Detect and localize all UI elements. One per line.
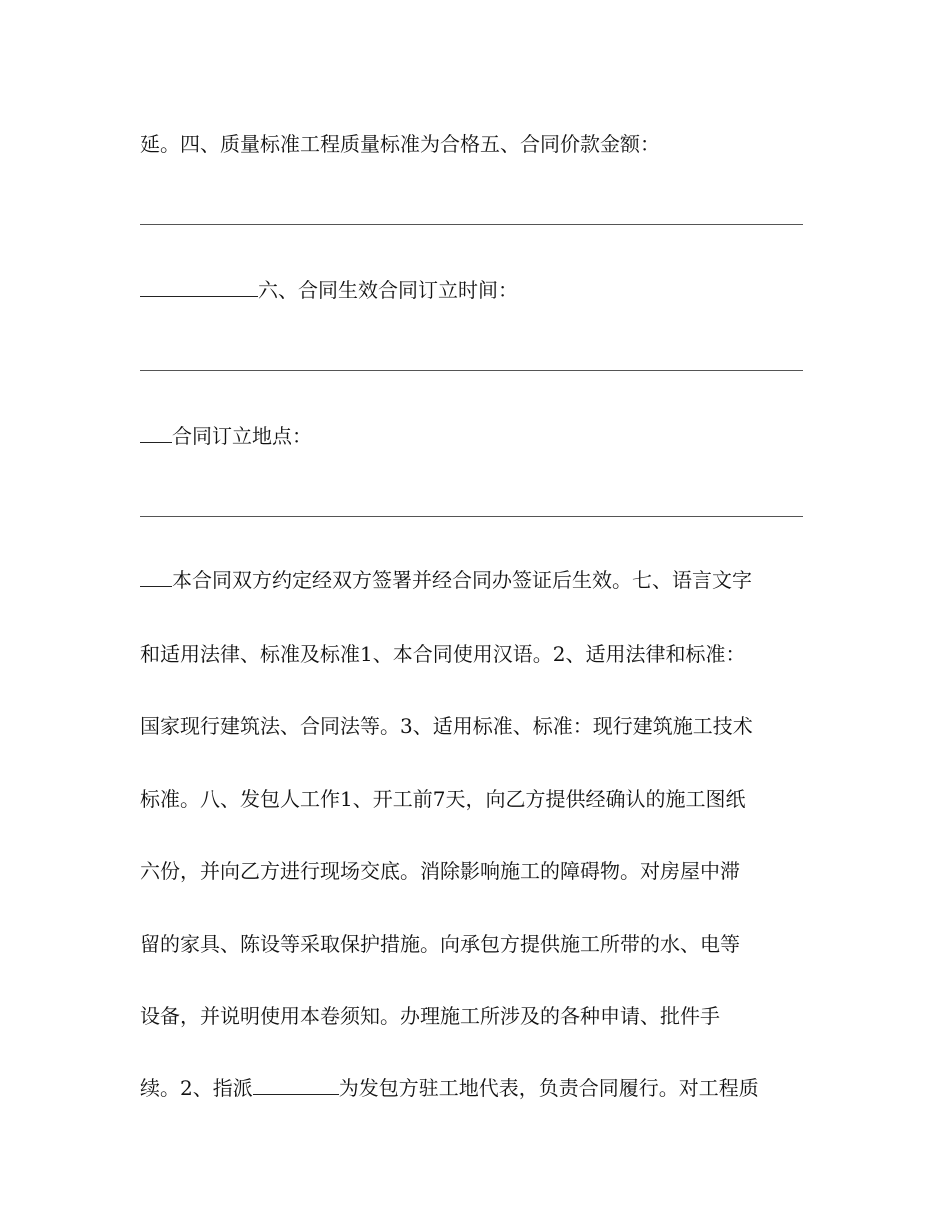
fill-in-rule (140, 370, 803, 371)
text-line-2 (140, 276, 805, 304)
fill-in-blank (140, 568, 172, 587)
text-line-7: 标准。八、发包人工作1、开工前7天，向乙方提供经确认的施工图纸 (140, 787, 746, 811)
fill-in-rule (140, 516, 803, 517)
text-line-3 (140, 422, 805, 450)
text-line-5: 和适用法律、标准及标准1、本合同使用汉语。2、适用法律和标准： (140, 642, 746, 666)
text-line-11 (140, 1074, 805, 1102)
fill-in-rule (140, 224, 803, 225)
text-segment: 六、合同生效合同订立时间： (258, 278, 518, 302)
fill-in-blank (140, 424, 172, 443)
fill-in-blank (140, 278, 258, 297)
text-line-8: 六份，并向乙方进行现场交底。消除影响施工的障碍物。对房屋中滞 (140, 859, 740, 883)
text-line-9: 留的家具、陈设等采取保护措施。向承包方提供施工所带的水、电等 (140, 932, 740, 956)
text-line-4 (140, 566, 805, 594)
text-segment: 续。2、指派 (140, 1076, 253, 1100)
text-line-1: 延。四、质量标准工程质量标准为合格五、合同价款金额： (140, 132, 660, 156)
text-segment: 合同订立地点： (172, 424, 312, 448)
fill-in-blank (253, 1076, 339, 1095)
text-line-10: 设备，并说明使用本卷须知。办理施工所涉及的各种申请、批件手 (140, 1004, 720, 1028)
text-line-6: 国家现行建筑法、合同法等。3、适用标准、标准：现行建筑施工技术 (140, 714, 753, 738)
text-segment: 为发包方驻工地代表，负责合同履行。对工程质 (338, 1076, 759, 1100)
text-segment: 本合同双方约定经双方签署并经合同办签证后生效。七、语言文字 (172, 568, 752, 592)
